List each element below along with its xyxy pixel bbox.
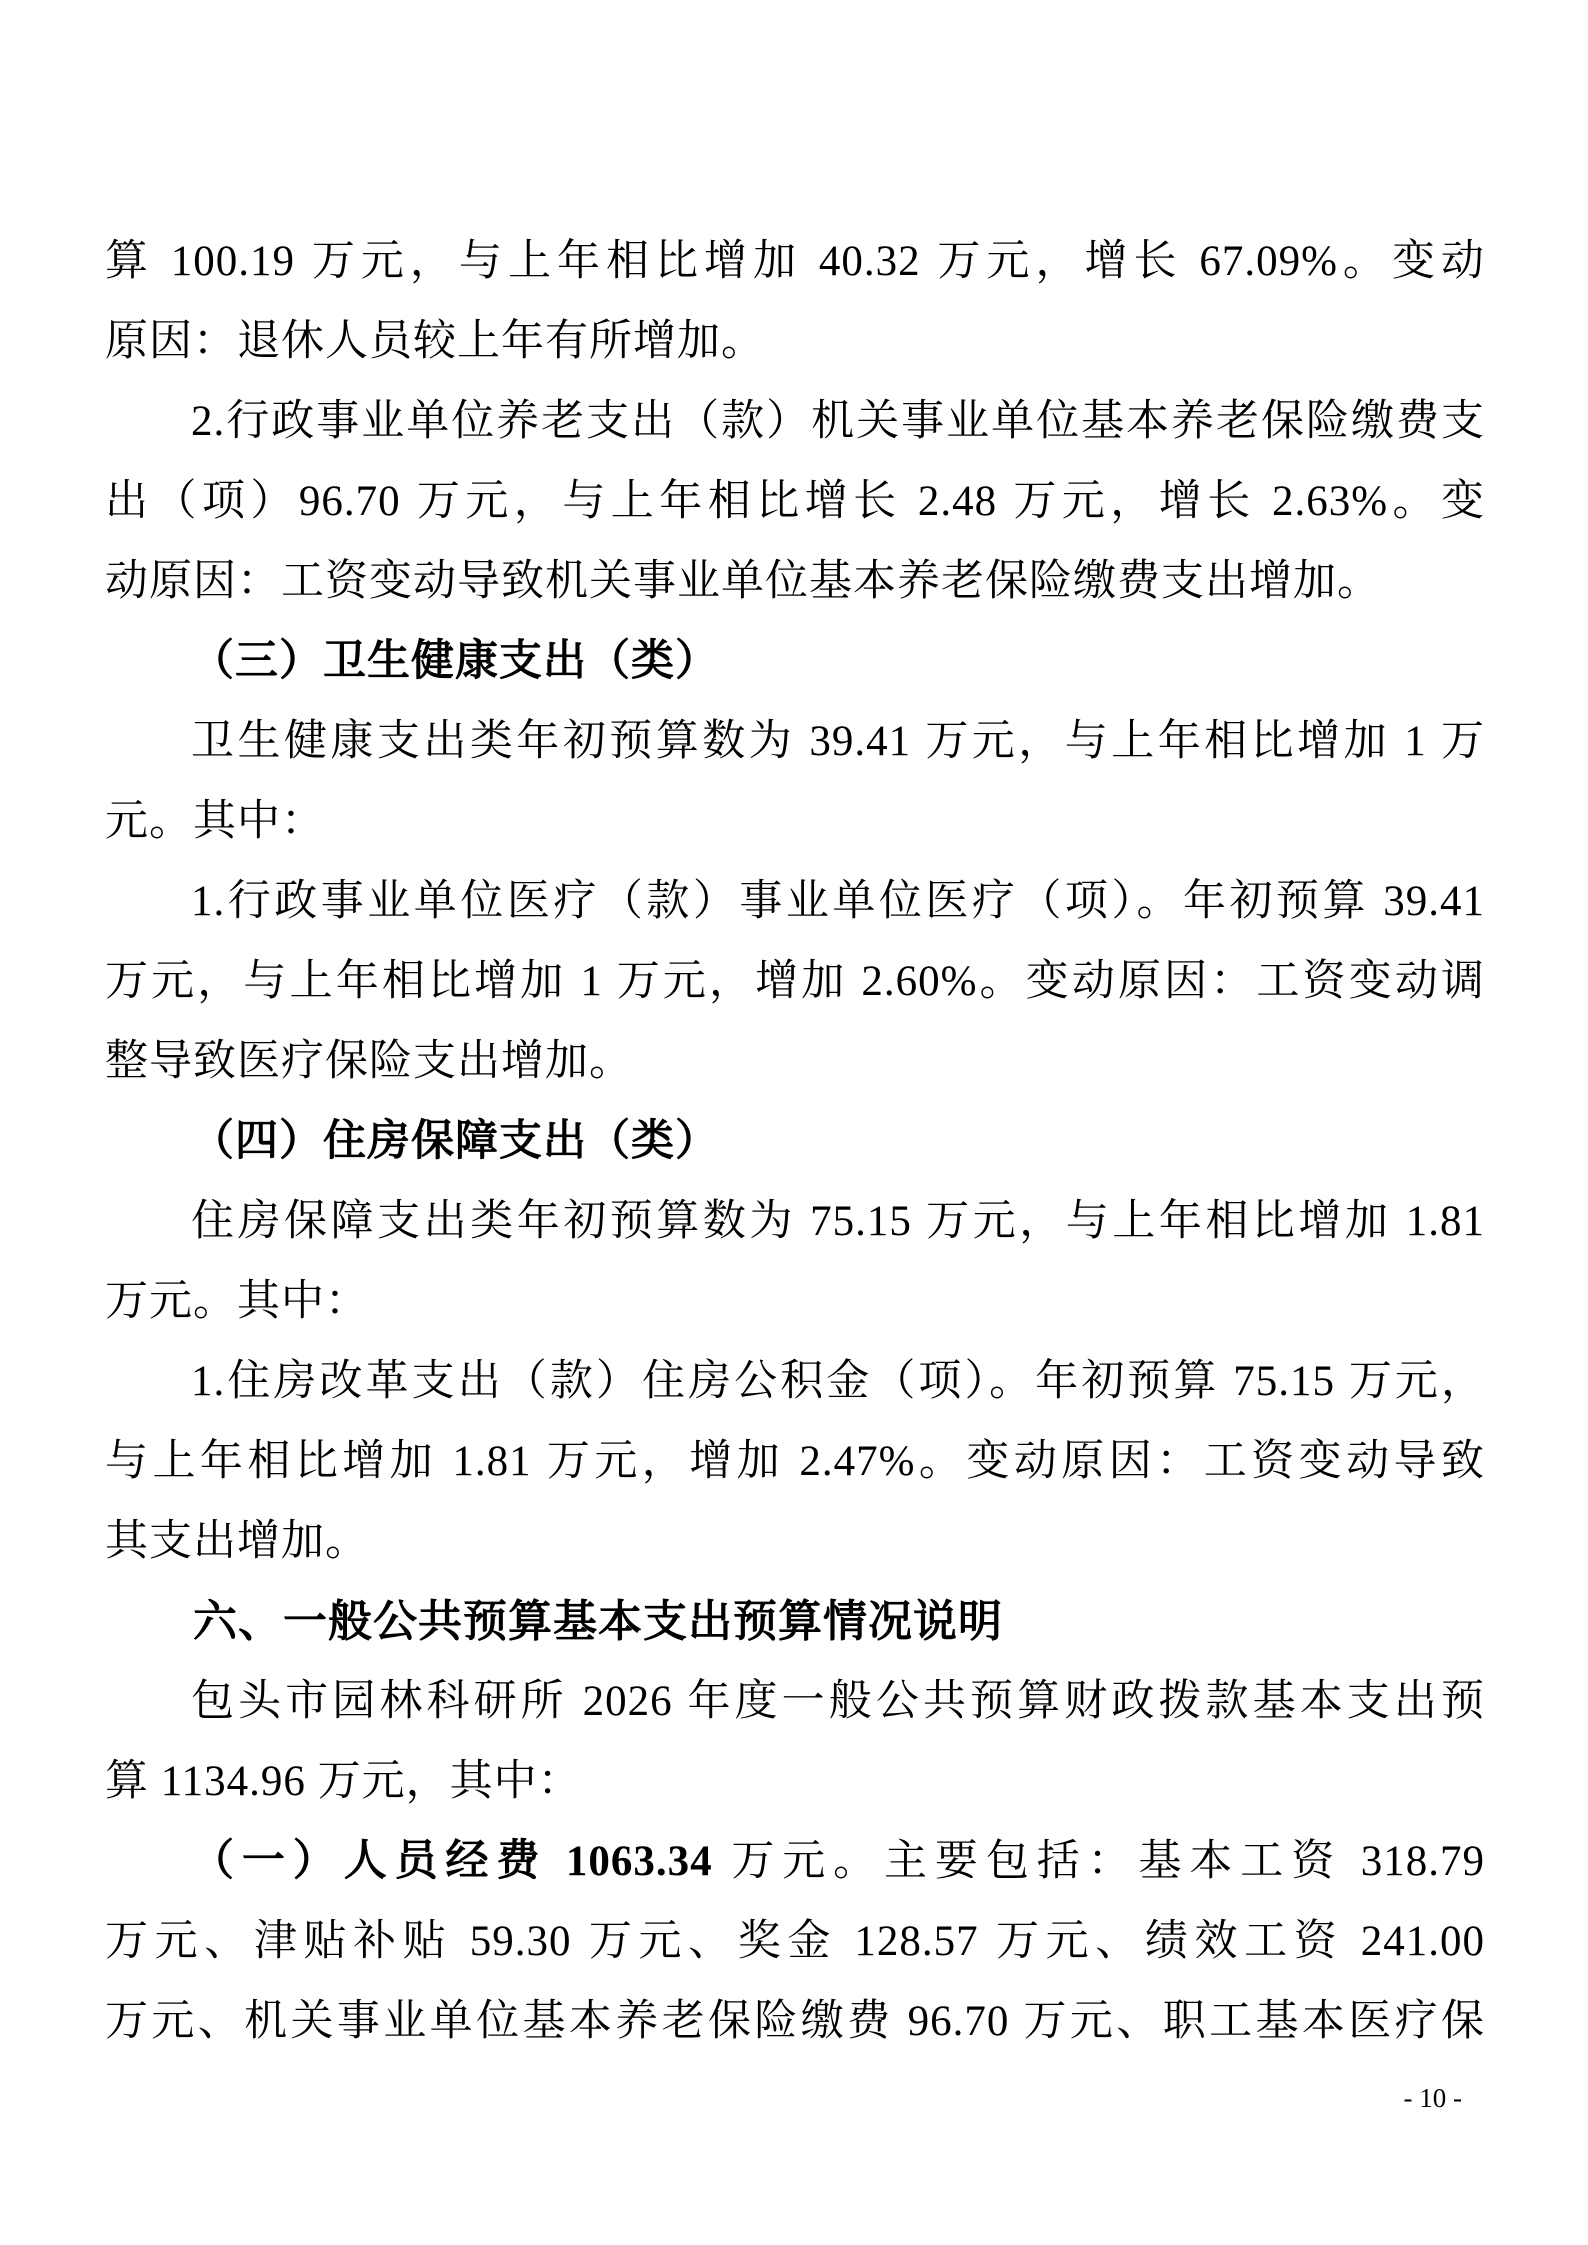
- body-line: 住房保障支出类年初预算数为 75.15 万元，与上年相比增加 1.81: [191, 1198, 1485, 1245]
- body-line: [105, 1822, 1485, 1902]
- body-line: 动原因：工资变动导致机关事业单位基本养老保险缴费支出增加。: [105, 558, 1381, 605]
- body-line: 算 1134.96 万元，其中：: [105, 1758, 582, 1805]
- body-line: 万元、机关事业单位基本养老保险缴费 96.70 万元、职工基本医疗保: [105, 1998, 1485, 2045]
- body-line: 元。其中：: [105, 798, 325, 845]
- body-line: 算 100.19 万元，与上年相比增加 40.32 万元，增长 67.09%。变动: [105, 238, 1485, 285]
- body-line: 原因：退休人员较上年有所增加。: [105, 318, 765, 365]
- section-heading-basic-expenditure: 六、一般公共预算基本支出预算情况说明: [193, 1597, 1003, 1646]
- page-number: - 10 -: [1403, 2083, 1462, 2113]
- body-line: 出（项）96.70 万元，与上年相比增长 2.48 万元，增长 2.63%。变: [105, 478, 1485, 525]
- body-line: 整导致医疗保险支出增加。: [105, 1038, 633, 1085]
- body-line: 与上年相比增加 1.81 万元，增加 2.47%。变动原因：工资变动导致: [105, 1438, 1485, 1485]
- body-line: 2.行政事业单位养老支出（款）机关事业单位基本养老保险缴费支: [191, 398, 1485, 445]
- body-line: 1.住房改革支出（款）住房公积金（项）。年初预算 75.15 万元，: [191, 1358, 1485, 1405]
- personnel-funds-bold: （一）人员经费 1063.34: [191, 1838, 713, 1885]
- section-heading-health: （三）卫生健康支出（类）: [191, 638, 719, 685]
- body-line: 万元。其中：: [105, 1278, 369, 1325]
- body-line: 万元，与上年相比增加 1 万元，增加 2.60%。变动原因：工资变动调: [105, 958, 1485, 1005]
- section-heading-housing: （四）住房保障支出（类）: [191, 1118, 719, 1165]
- body-line: 万元、津贴补贴 59.30 万元、奖金 128.57 万元、绩效工资 241.00: [105, 1918, 1485, 1965]
- body-line: 卫生健康支出类年初预算数为 39.41 万元，与上年相比增加 1 万: [191, 718, 1485, 765]
- body-line: 1.行政事业单位医疗（款）事业单位医疗（项）。年初预算 39.41: [191, 878, 1485, 925]
- personnel-funds-rest: 万元。主要包括：基本工资 318.79: [712, 1838, 1486, 1885]
- body-line: 其支出增加。: [105, 1518, 369, 1565]
- document-body: [105, 222, 1485, 2062]
- body-line: 包头市园林科研所 2026 年度一般公共预算财政拨款基本支出预: [191, 1678, 1485, 1725]
